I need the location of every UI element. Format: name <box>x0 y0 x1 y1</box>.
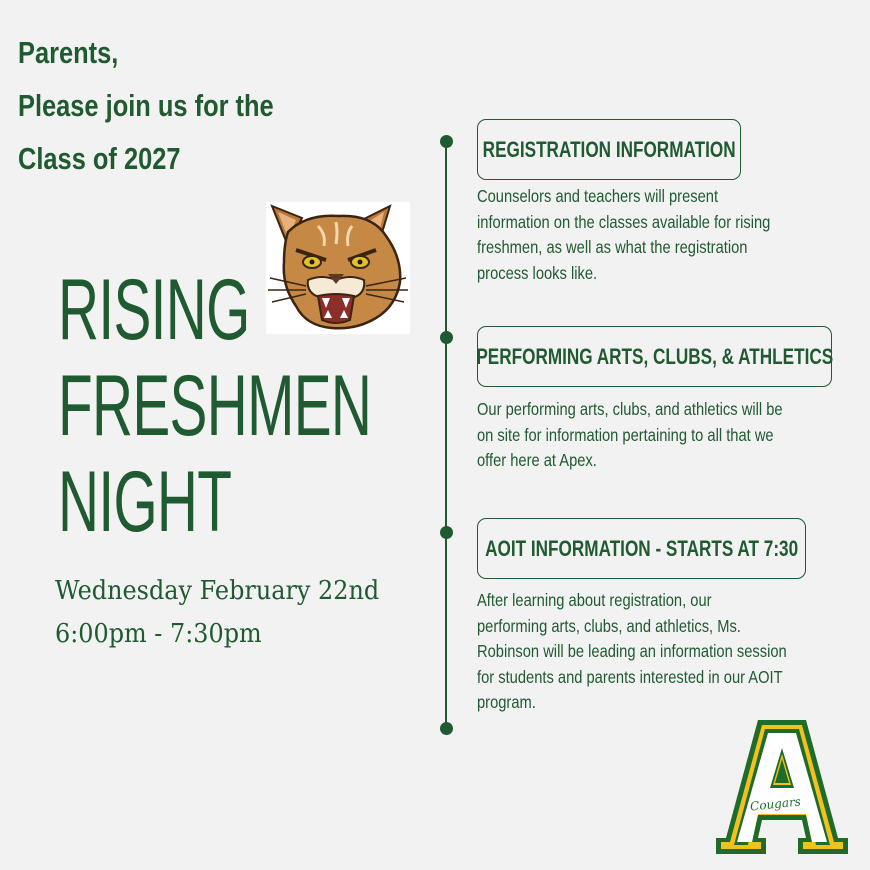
timeline-heading-label: REGISTRATION INFORMATION <box>482 136 736 162</box>
timeline-heading-registration <box>477 119 741 180</box>
timeline-description-aoit <box>477 588 787 716</box>
timeline-heading-aoit <box>477 518 806 579</box>
description-line: After learning about registration, our <box>477 590 712 610</box>
event-title-line: FRESHMEN <box>58 358 372 454</box>
logo-script-text: Cougars <box>749 794 802 814</box>
event-date: Wednesday February 22nd <box>55 576 380 606</box>
event-title-line: NIGHT <box>58 454 232 550</box>
intro-heading <box>18 26 274 185</box>
event-datetime <box>55 570 379 656</box>
event-title-line: RISING <box>58 262 250 358</box>
timeline-dot <box>440 135 453 148</box>
description-line: program. <box>477 692 536 712</box>
timeline-description-registration <box>477 184 770 286</box>
timeline-description-activities <box>477 397 783 474</box>
description-line: offer here at Apex. <box>477 450 597 470</box>
description-line: Robinson will be leading an information session <box>477 641 787 661</box>
timeline-heading-label: AOIT INFORMATION - STARTS AT 7:30 <box>485 535 799 561</box>
description-line: process looks like. <box>477 262 598 283</box>
event-title <box>58 262 371 550</box>
timeline-dot <box>440 722 453 735</box>
intro-line: Class of 2027 <box>18 141 181 176</box>
description-line: Our performing arts, clubs, and athletics will be <box>477 399 783 419</box>
description-line: Counselors and teachers will present <box>477 186 719 206</box>
event-time: 6:00pm - 7:30pm <box>55 619 262 649</box>
intro-line: Parents, <box>18 35 119 70</box>
description-line: performing arts, clubs, and athletics, Ms. <box>477 615 741 636</box>
timeline-dot <box>440 331 453 344</box>
apex-a-logo-icon <box>714 714 850 858</box>
timeline-heading-label: PERFORMING ARTS, CLUBS, & ATHLETICS <box>476 343 833 369</box>
description-line: on site for information pertaining to all that we <box>477 424 774 445</box>
timeline-heading-activities <box>477 326 832 387</box>
intro-line: Please join us for the <box>18 88 274 123</box>
description-line: freshmen, as well as what the registration <box>477 237 748 257</box>
timeline-line <box>445 141 447 729</box>
timeline-dot <box>440 526 453 539</box>
description-line: information on the classes available for rising <box>477 211 771 232</box>
description-line: for students and parents interested in our AOIT <box>477 666 783 687</box>
